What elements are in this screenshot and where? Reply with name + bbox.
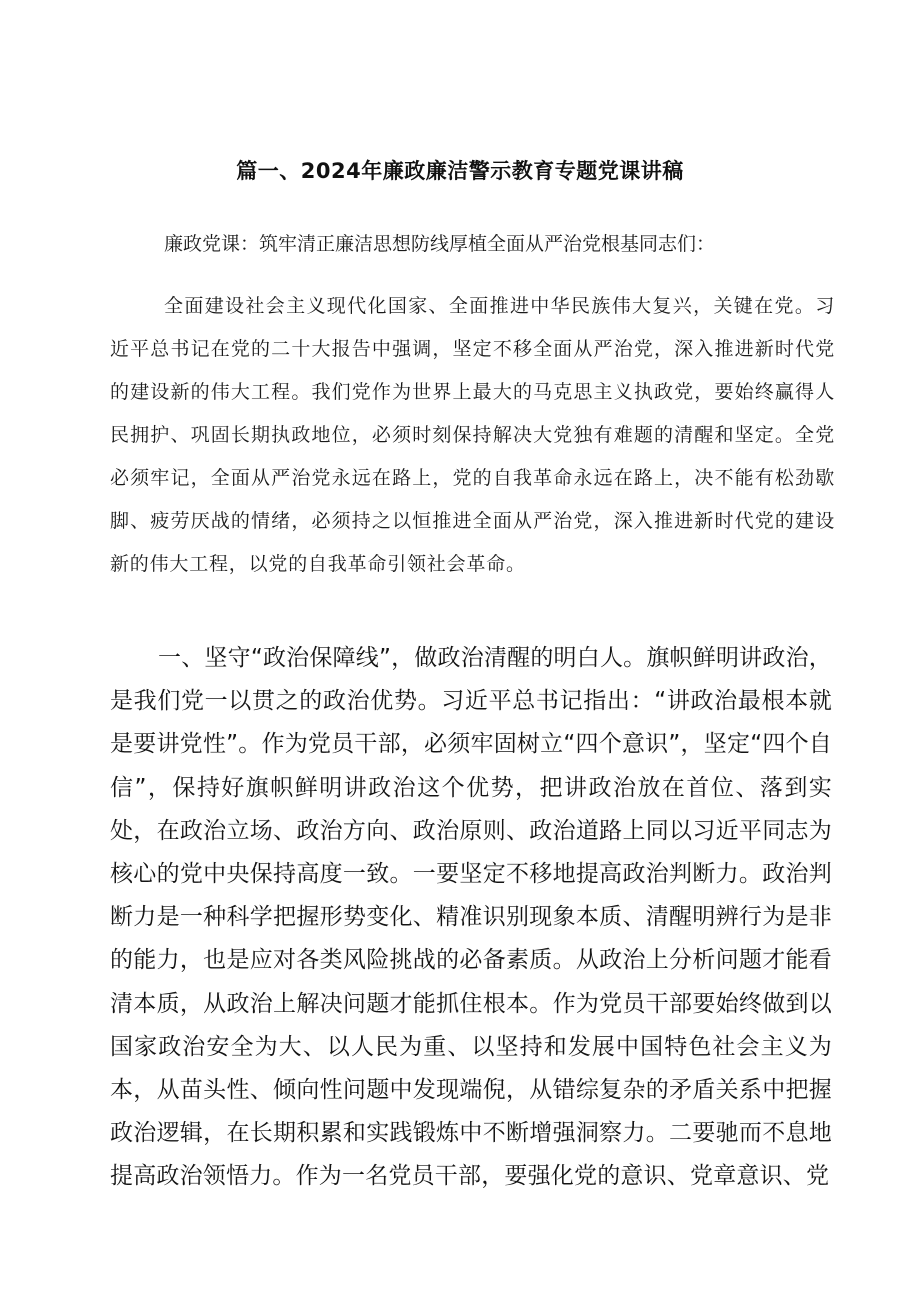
body-paragraph: 全面建设社会主义现代化国家、全面推进中华民族伟大复兴，关键在党。习近平总书记在党的二十大报告中强调，坚定不移全面从严治党，深入推进新时代党的建设新的伟大工程。我们党作为世界上最大的马克思主义执政党，要始终赢得人民拥护、巩固长期执政地位，必须时刻保持解决大党独有难题的清醒和坚定。全党必须牢记，全面从严治党永远在路上，党的自我革命永远在路上，决不能有松劲歇脚、疲劳厌战的情绪，必须持之以恒推进全面从严治党，深入推进新时代党的建设新的伟大工程，以党的自我革命引领社会革命。	[110, 295, 835, 575]
lecture-subtitle: 廉政党课：筑牢清正廉洁思想防线厚植全面从严治党根基同志们：	[164, 233, 716, 255]
document-title: 篇一、2024年廉政廉洁警示教育专题党课讲稿	[236, 159, 684, 183]
body-paragraph: 一、坚守“政治保障线”，做政治清醒的明白人。旗帜鲜明讲政治，是我们党一以贯之的政治优势。习近平总书记指出：“讲政治最根本就是要讲党性”。作为党员干部，必须牢固树立“四个意识”，坚定“四个自信”，保持好旗帜鲜明讲政治这个优势，把讲政治放在首位、落到实处，在政治立场、政治方向、政治原则、政治道路上同以习近平同志为核心的党中央保持高度一致。一要坚定不移地提高政治判断力。政治判断力是一种科学把握形势变化、精准识别现象本质、清醒明辨行为是非的能力，也是应对各类风险挑战的必备素质。从政治上分析问题才能看清本质，从政治上解决问题才能抓住根本。作为党员干部要始终做到以国家政治安全为大、以人民为重、以坚持和发展中国特色社会主义为本，从苗头性、倾向性问题中发现端倪，从错综复杂的矛盾关系中把握政治逻辑，在长期积累和实践锻炼中不断增强洞察力。二要驰而不息地提高政治领悟力。作为一名党员干部，要强化党的意识、党章意识、党	[110, 645, 832, 1190]
